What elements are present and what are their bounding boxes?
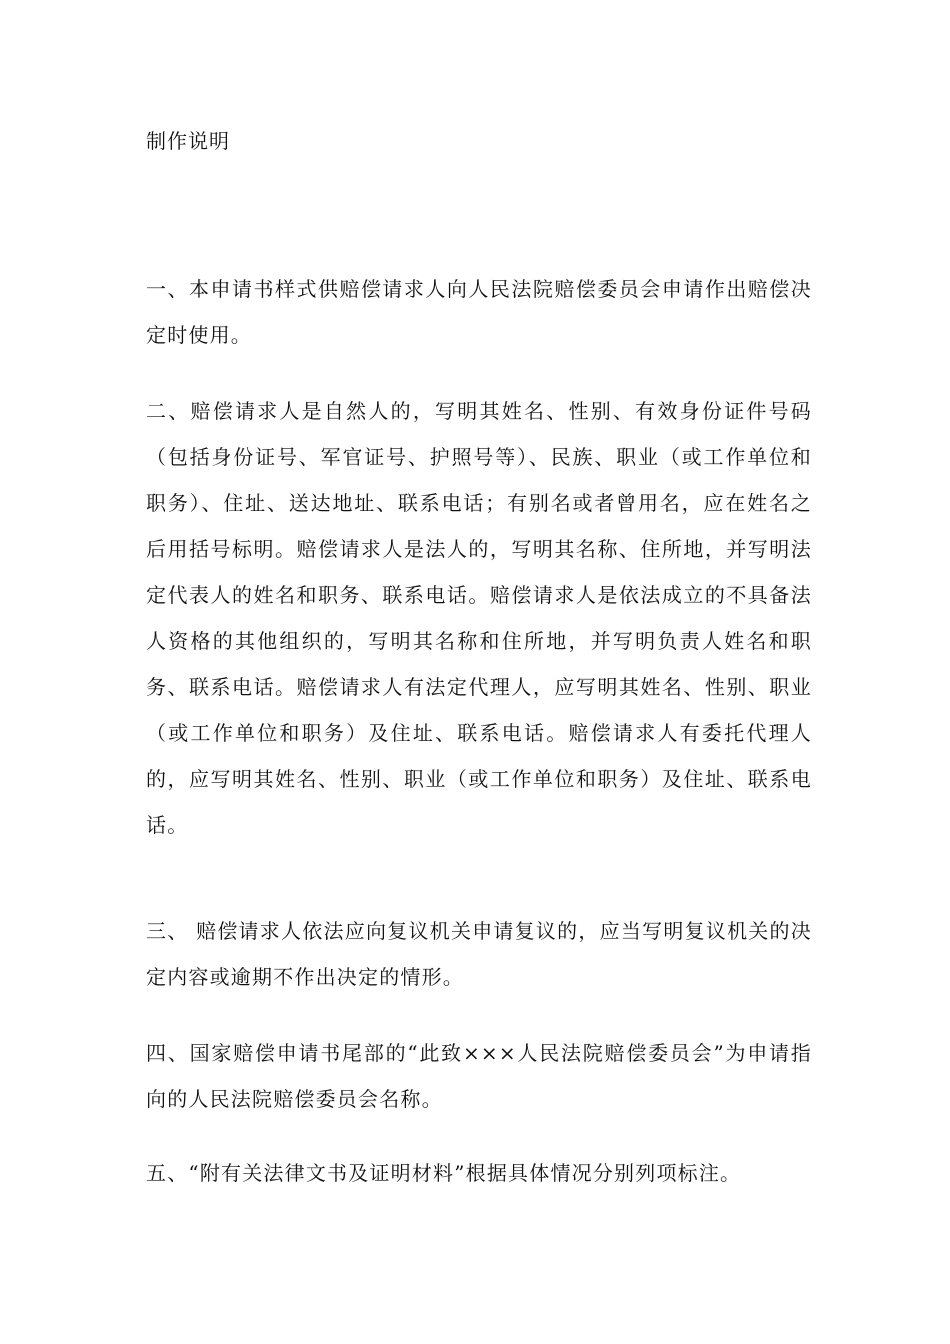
paragraph-3: 三、 赔偿请求人依法应向复议机关申请复议的，应当写明复议机关的决定内容或逾期不作出决定的情形。 [146,919,812,989]
paragraph-4: 四、国家赔偿申请书尾部的“此致×××人民法院赔偿委员会”为申请指向的人民法院赔偿委员会名称。 [146,1041,812,1111]
paragraph-1: 一、本申请书样式供赔偿请求人向人民法院赔偿委员会申请作出赔偿决定时使用。 [146,277,812,347]
paragraph-2: 二、赔偿请求人是自然人的，写明其姓名、性别、有效身份证件号码（包括身份证号、军官证号、护照号等）、民族、职业（或工作单位和职务）、住址、送达地址、联系电话；有别名或者曾用名，应在姓名之后用括号标明。赔偿请求人是法人的，写明其名称、住所地，并写明法定代表人的姓名和职务、联系电话。赔偿请求人是依法成立的不具备法人资格的其他组织的，写明其名称和住所地，并写明负责人姓名和职务、联系电话。赔偿请求人有法定代理人，应写明其姓名、性别、职业（或工作单位和职务）及住址、联系电话。赔偿请求人有委托代理人的，应写明其姓名、性别、职业（或工作单位和职务）及住址、联系电话。 [146,399,812,837]
document-title: 制作说明 [146,129,230,153]
paragraph-5: 五、“附有关法律文书及证明材料”根据具体情况分别列项标注。 [146,1161,742,1185]
